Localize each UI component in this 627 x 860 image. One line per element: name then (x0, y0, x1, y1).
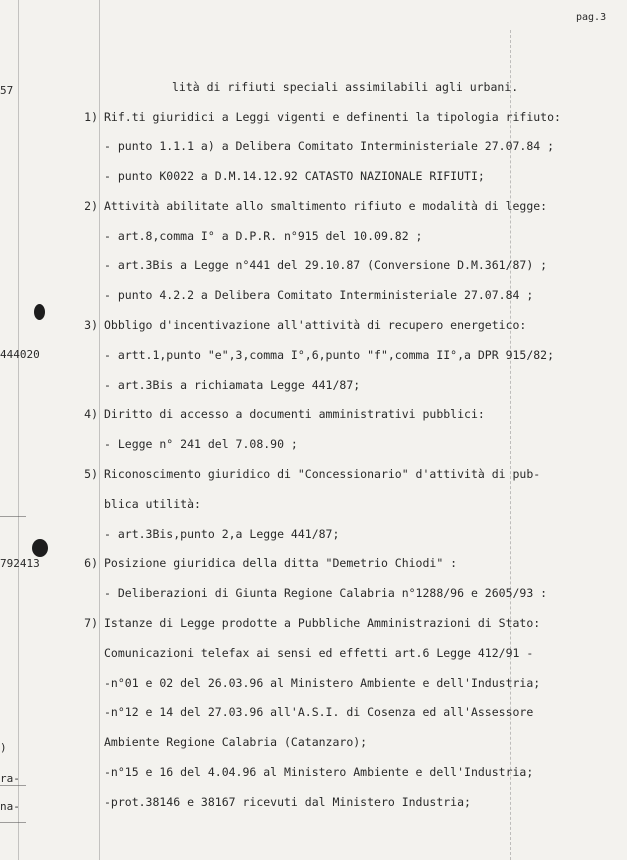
section-number: 6) (84, 556, 98, 570)
section-number: 5) (84, 467, 98, 481)
margin-code: ra- (0, 772, 20, 785)
text-line: Rif.ti giuridici a Leggi vigenti e definenti la tipologia rifiuto: (104, 110, 561, 124)
text-line: Diritto di accesso a documenti amministrativi pubblici: (104, 407, 485, 421)
text-line: - Legge n° 241 del 7.08.90 ; (104, 437, 298, 451)
right-margin-dashed-line (510, 30, 511, 860)
text-line: - art.3Bis a Legge n°441 del 29.10.87 (Conversione D.M.361/87) ; (104, 258, 548, 272)
left-margin-line (18, 0, 19, 860)
section-number: 3) (84, 318, 98, 332)
text-line: - artt.1,punto "e",3,comma I°,6,punto "f",comma II°,a DPR 915/82; (104, 348, 555, 362)
text-line: Posizione giuridica della ditta "Demetrio Chiodi" : (104, 556, 458, 570)
margin-tick (0, 516, 26, 517)
text-line: Ambiente Regione Calabria (Catanzaro); (104, 735, 368, 749)
text-line: - art.3Bis,punto 2,a Legge 441/87; (104, 527, 340, 541)
text-margin-line (99, 0, 100, 860)
text-line: - punto 4.2.2 a Delibera Comitato Interministeriale 27.07.84 ; (104, 288, 534, 302)
text-line: Riconoscimento giuridico di "Concessionario" d'attività di pub- (104, 467, 541, 481)
page-number: pag.3 (576, 12, 607, 23)
text-line: Comunicazioni telefax ai sensi ed effetti art.6 Legge 412/91 - (104, 646, 534, 660)
section-number: 4) (84, 407, 98, 421)
text-line: blica utilità: (104, 497, 201, 511)
margin-tick (0, 785, 26, 786)
punch-hole (32, 539, 48, 557)
text-line: lità di rifiuti speciali assimilabili agli urbani. (172, 80, 519, 94)
text-line: - Deliberazioni di Giunta Regione Calabria n°1288/96 e 2605/93 : (104, 586, 548, 600)
text-line: - art.3Bis a richiamata Legge 441/87; (104, 378, 361, 392)
margin-code: 792413 (0, 557, 40, 570)
margin-code: ) (0, 741, 7, 754)
text-line: - art.8,comma I° a D.P.R. n°915 del 10.09.82 ; (104, 229, 423, 243)
margin-code: 444020 (0, 348, 40, 361)
section-number: 2) (84, 199, 98, 213)
margin-tick (0, 822, 26, 823)
text-line: -n°12 e 14 del 27.03.96 all'A.S.I. di Cosenza ed all'Assessore (104, 705, 534, 719)
punch-hole (34, 304, 45, 320)
text-line: -prot.38146 e 38167 ricevuti dal Ministero Industria; (104, 795, 471, 809)
margin-code: 57 (0, 84, 14, 97)
text-line: -n°15 e 16 del 4.04.96 al Ministero Ambiente e dell'Industria; (104, 765, 534, 779)
margin-code: na- (0, 800, 20, 813)
text-line: -n°01 e 02 del 26.03.96 al Ministero Ambiente e dell'Industria; (104, 676, 541, 690)
text-line: Istanze di Legge prodotte a Pubbliche Amministrazioni di Stato: (104, 616, 541, 630)
text-line: Attività abilitate allo smaltimento rifiuto e modalità di legge: (104, 199, 548, 213)
text-line: - punto K0022 a D.M.14.12.92 CATASTO NAZIONALE RIFIUTI; (104, 169, 485, 183)
section-number: 7) (84, 616, 98, 630)
section-number: 1) (84, 110, 98, 124)
text-line: - punto 1.1.1 a) a Delibera Comitato Interministeriale 27.07.84 ; (104, 139, 555, 153)
text-line: Obbligo d'incentivazione all'attività di recupero energetico: (104, 318, 527, 332)
